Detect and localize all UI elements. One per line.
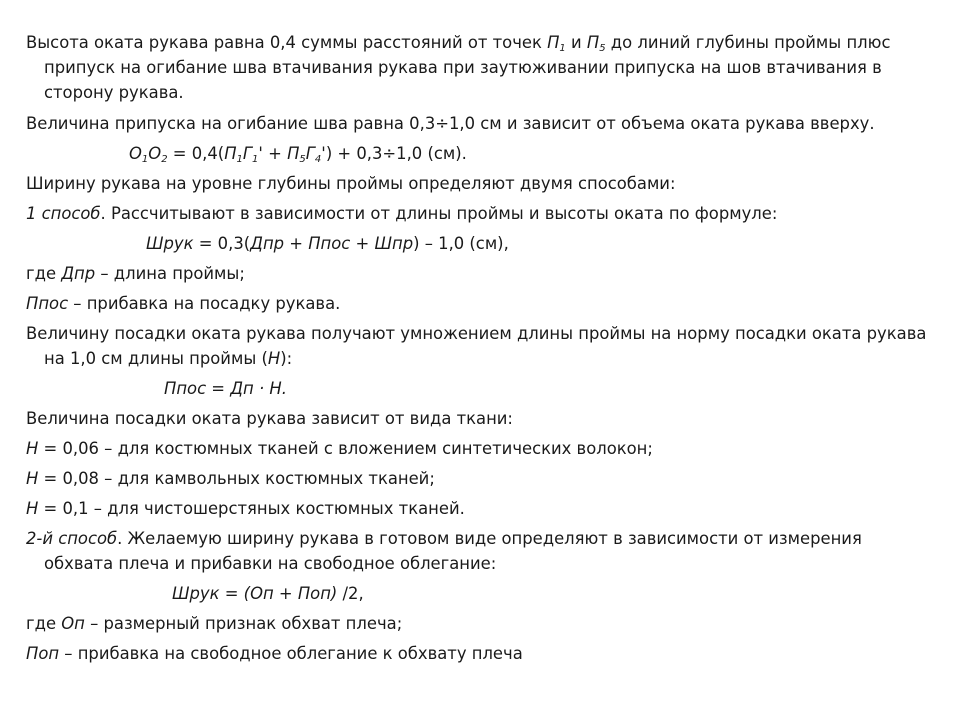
paragraph-pop-definition: Поп – прибавка на свободное облегание к обхвату плеча bbox=[26, 644, 523, 663]
paragraph-ppos-definition: Ппос – прибавка на посадку рукава. bbox=[26, 294, 341, 313]
paragraph-ease-depends: Величина посадки оката рукава зависит от вида ткани: bbox=[26, 409, 513, 428]
paragraph-ease-calculation: Величину посадки оката рукава получают умножением длины проймы на норму посадки оката рукава на 1,0 см длины проймы (Н): bbox=[26, 324, 927, 368]
paragraph-dpr-definition: где Дпр – длина проймы; bbox=[26, 264, 245, 283]
formula-sleeve-width-1: Шрук = 0,3(Дпр + Ппос + Шпр) – 1,0 (см), bbox=[146, 234, 509, 253]
paragraph-norm-006: Н = 0,06 – для костюмных тканей с вложением синтетических волокон; bbox=[26, 439, 653, 458]
formula-sleeve-width-2: Шрук = (Оп + Поп) /2, bbox=[172, 584, 364, 603]
document-page bbox=[26, 30, 936, 671]
paragraph-op-definition: где Оп – размерный признак обхват плеча; bbox=[26, 614, 403, 633]
paragraph-width-methods: Ширину рукава на уровне глубины проймы определяют двумя способами: bbox=[26, 174, 676, 193]
paragraph-method-1: 1 способ. Рассчитывают в зависимости от длины проймы и высоты оката по формуле: bbox=[26, 204, 778, 223]
formula-o1o2: $О_1О_2 = 0,4(П_1Г_1' + П_5Г_4') + 0,3\div 1,0$ (см). bbox=[129, 144, 467, 165]
paragraph-norm-008: Н = 0,08 – для камвольных костюмных тканей; bbox=[26, 469, 435, 488]
formula-ppos: Ппос = Дп · Н. bbox=[164, 379, 287, 398]
paragraph-sleeve-cap-height: Высота оката рукава равна 0,4 суммы расстояний от точек $П_1$ и $П_5$ до линий глубины проймы плюс припуск на огибание шва втачивания рукава при заутюживании припуска на шов втачивания в сторону рукава. bbox=[26, 33, 891, 102]
paragraph-allowance: Величина припуска на огибание шва равна 0,3÷1,0 см и зависит от объема оката рукава вверху. bbox=[26, 114, 875, 133]
paragraph-norm-01: Н = 0,1 – для чистошерстяных костюмных тканей. bbox=[26, 499, 465, 518]
paragraph-method-2: 2-й способ. Желаемую ширину рукава в готовом виде определяют в зависимости от измерения обхвата плеча и прибавки на свободное облегание: bbox=[26, 529, 862, 573]
